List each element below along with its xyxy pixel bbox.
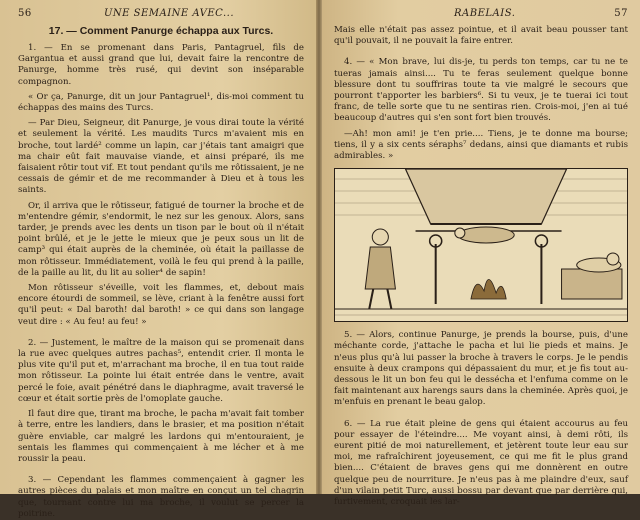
paragraph: Mais elle n'était pas assez pointue, et il avait beau pousser tant qu'il pouvait, il ne pouvait la faire entrer. <box>334 25 628 47</box>
left-running-header <box>18 8 304 19</box>
left-page-number: 56 <box>18 8 32 19</box>
paragraph: 2. — Justement, le maître de la maison qui se promenait dans la rue avec quelques autres pachas⁵, entendit crier. Il monta le plus vite qu'il put et, m'arrachant ma broche, il en tua tout raide mon rôtisseur. La pointe lui était entrée dans le ventre, avait percé le foie, avait pénétré dans le diaphragme, avait traversé le cœur et était sortie près de l'omoplate gauche. <box>18 337 304 404</box>
right-page-number: 57 <box>614 8 628 19</box>
right-running-header <box>334 8 628 19</box>
hearth-scene-illustration <box>335 169 627 321</box>
paragraph: 1. — En se promenant dans Paris, Pantagruel, fils de Gargantua et aussi grand que lui, devait faire la rencontre de Panurge, homme très rusé, qui devint son inséparable compagnon. <box>18 43 304 87</box>
paragraph: —Ah! mon ami! je t'en prie.... Tiens, je te donne ma bourse; tiens, il y a six cents séraphs⁷ dedans, ainsi que diamants et rubis admirables. » <box>334 128 628 162</box>
illustration <box>334 168 628 322</box>
paragraph: « Or ça, Panurge, dit un jour Pantagruel¹, dis-moi comment tu échappas des mains des Turcs. <box>18 91 304 114</box>
right-page <box>318 0 640 508</box>
paragraph: Il faut dire que, tirant ma broche, le pacha m'avait fait tomber à terre, entre les landiers, dans le brasier, et ma position n'était guère enviable, car malgré les lardons qui m'entouraient, je sentais les flammes qui commençaient à me lécher et à me roussir la peau. <box>18 409 304 464</box>
chapter-title: 17. — Comment Panurge échappa aux Turcs. <box>48 25 274 37</box>
left-running-head: UNE SEMAINE AVEC... <box>103 8 234 19</box>
paragraph: 4. — « Mon brave, lui dis-je, tu perds ton temps, car tu ne te tueras jamais ainsi.... Tu te feras seulement quelque bonne blessure dont tu souffriras toute ta vie malgré le secours que pourront t'apporter les barbiers⁶. Si tu veux, je te tuerai ici tout franc, de telle sorte que tu ne sentiras rien. Crois-moi, j'en ai tué beaucoup d'autres qui s'en sont fort bien trouvés. <box>334 57 628 124</box>
book-gutter <box>316 0 322 494</box>
paragraph: — Par Dieu, Seigneur, dit Panurge, je vous dirai toute la vérité et seulement la vérité. Les maudits Turcs m'avaient mis en broche, tout lardé² comme un lapin, car j'étais tant amaigri que ma chair eût fait mauvaise viande, et ainsi préparé, ils me faisaient rôtir tout vif. Et tout pendant qu'ils me rôtissaient, je ne cessais de gémir et de me recommander à Dieu et à tous les saints. <box>18 118 304 196</box>
paragraph: 6. — La rue était pleine de gens qui étaient accourus au feu pour essayer de l'éteindre.... Me voyant ainsi, à demi rôti, ils eurent pitié de moi naturellement, et jetèrent toute leur eau sur moi, me rafraîchirent joyeusement, ce qui me fit le plus grand bien.... C'étaient de braves gens qui me donnèrent en outre quelque peu de nourriture. Je n'eus pas à me plaindre d'eux, sauf d'un vilain petit Turc, aussi bossu par devant que par derrière qui, furtivement, croquait les lar- <box>334 418 628 508</box>
paragraph: Mon rôtisseur s'éveille, voit les flammes, et, debout mais encore étourdi de sommeil, se lève, criant à la fenêtre aussi fort qu'il peut: « Dal baroth! dal baroth! » ce qui dans son langage veut dire : « Au feu! au feu! » <box>18 283 304 327</box>
paragraph: 5. — Alors, continue Panurge, je prends la bourse, puis, d'une méchante corde, j'attache le pacha et lui lie pieds et mains. Je n'eus plus qu'à lui passer la broche à travers le corps. Je le pendis ensuite à deux crampons qui dépassaient du mur, et je fis tout au-dessous le lit un bon feu qui le dessécha et l'enfuma comme on le fait maintenant aux harengs saurs dans la cheminée. Après quoi, je m'enfuis en prenant le beau galop. <box>334 330 628 408</box>
paragraph: Or, il arriva que le rôtisseur, fatigué de tourner la broche et de m'entendre gémir, s'endormit, le nez sur les genoux. Alors, sans tarder, je prends avec les dents un tison par le bout où il n'était point brûlé, et je le jette le mieux que je peux sous un lit de camp³ qui était auprès de la cheminée, où était la paillasse de mon rôtisseur. Immédiatement, voilà le feu qui prend à la paille, de la paille au lit, du lit au solier⁴ de sapin! <box>18 200 304 278</box>
paragraph: 3. — Cependant les flammes commençaient à gagner les autres pièces du palais et mon maître en conçut un tel chagrin que, tournant contre lui ma broche, il voulut se percer la poitrine. <box>18 475 304 519</box>
left-page <box>0 0 318 519</box>
right-running-head: RABELAIS. <box>454 8 516 19</box>
